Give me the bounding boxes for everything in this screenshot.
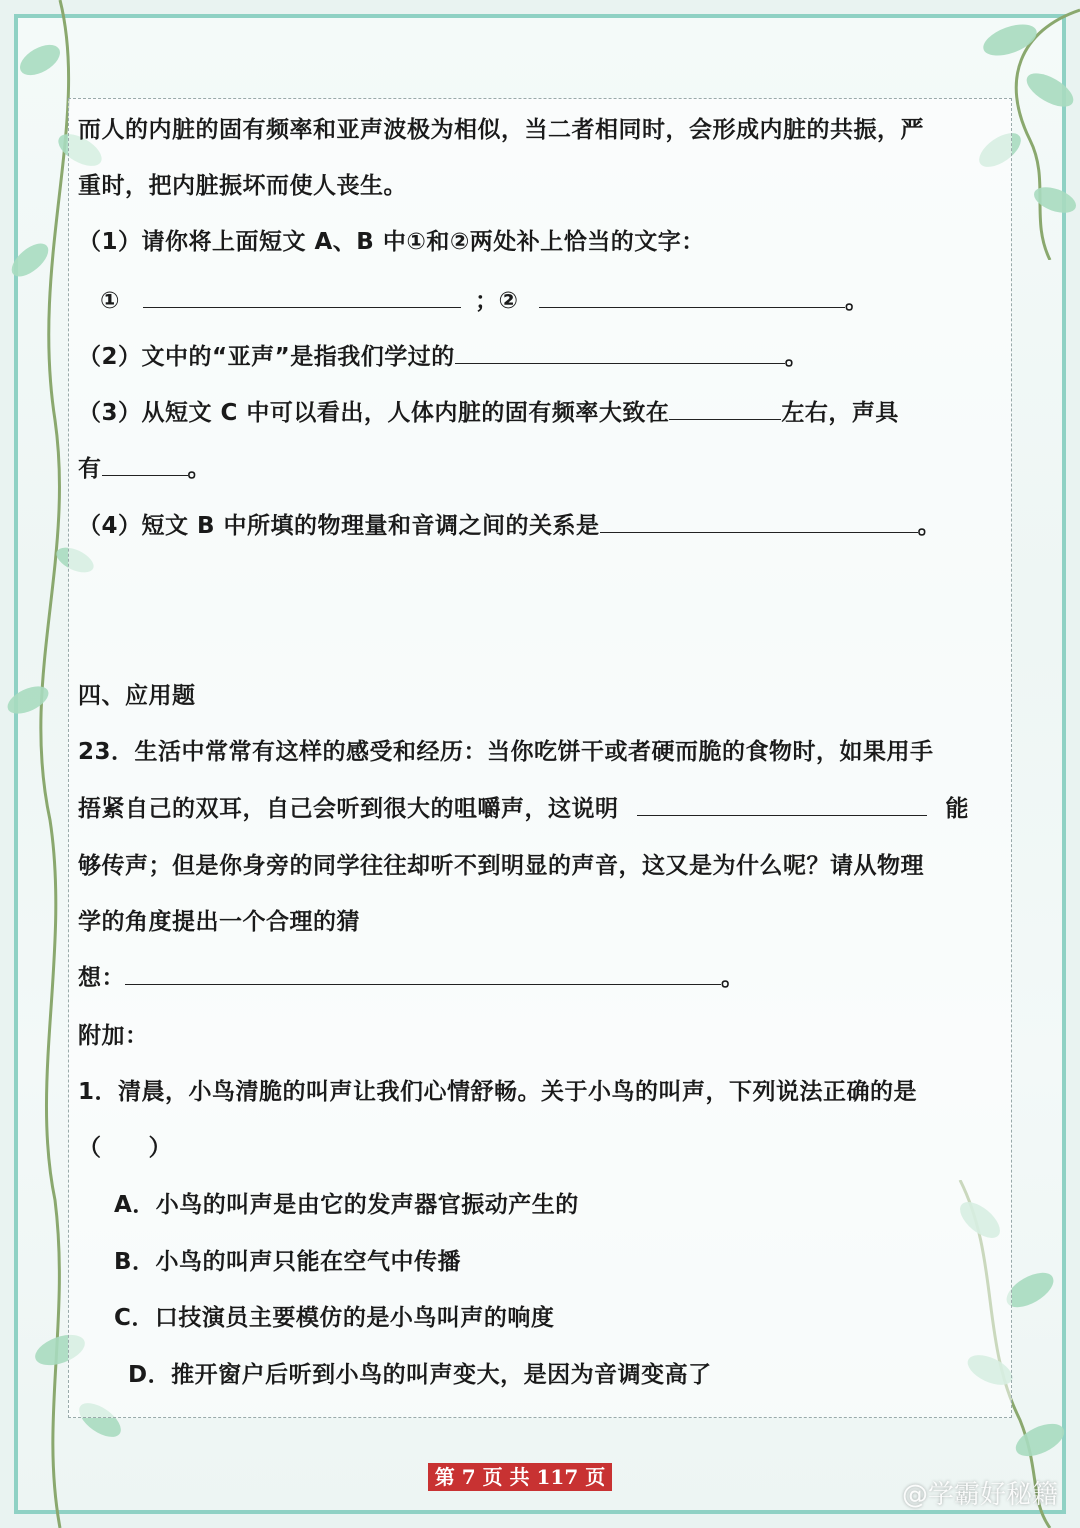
separator-label: ；②	[475, 288, 519, 314]
option-d[interactable]: D．推开窗户后听到小鸟的叫声变大，是因为音调变高了	[128, 1362, 712, 1388]
answer-blank[interactable]	[637, 793, 927, 816]
watermark: @学霸好秘籍	[901, 1480, 1058, 1510]
problem-23-line: 学的角度提出一个合理的猜	[78, 909, 360, 935]
problem-23-text-end: 能	[945, 796, 970, 822]
question-2	[78, 341, 808, 373]
answer-blank[interactable]	[539, 285, 845, 308]
period: 。	[187, 456, 211, 482]
extra-heading: 附加：	[78, 1023, 149, 1049]
option-a[interactable]: A．小鸟的叫声是由它的发声器官振动产生的	[114, 1192, 579, 1218]
question-3-text-end: 有	[78, 456, 102, 482]
answer-blank[interactable]	[125, 962, 721, 985]
problem-23-line: 23．生活中常常有这样的感受和经历：当你吃饼干或者硬而脆的食物时，如果用手	[78, 739, 934, 765]
question-3	[78, 397, 899, 429]
problem-23-text: 想：	[78, 965, 125, 991]
page-number-badge: 第 7 页 共 117 页	[428, 1463, 612, 1491]
period: 。	[845, 288, 869, 314]
problem-23-line: 够传声；但是你身旁的同学往往却听不到明显的声音，这又是为什么呢？请从物理	[78, 853, 924, 879]
answer-paren: （ ）	[78, 1135, 172, 1161]
problem-23-line	[78, 793, 969, 825]
question-1-blanks	[100, 285, 869, 317]
question-4	[78, 510, 941, 542]
problem-23-text: 捂紧自己的双耳，自己会听到很大的咀嚼声，这说明	[78, 796, 619, 822]
extra-question-1: 1．清晨，小鸟清脆的叫声让我们心情舒畅。关于小鸟的叫声，下列说法正确的是	[78, 1079, 918, 1105]
question-2-text: （2）文中的“亚声”是指我们学过的	[78, 344, 455, 370]
question-4-text: （4）短文 B 中所填的物理量和音调之间的关系是	[78, 513, 600, 539]
problem-23-line	[78, 962, 745, 994]
question-1: （1）请你将上面短文 A、B 中①和②两处补上恰当的文字：	[78, 229, 705, 255]
option-c[interactable]: C．口技演员主要模仿的是小鸟叫声的响度	[114, 1305, 555, 1331]
answer-blank[interactable]	[455, 341, 785, 364]
question-3-text: （3）从短文 C 中可以看出，人体内脏的固有频率大致在	[78, 400, 670, 426]
answer-blank[interactable]	[669, 397, 781, 420]
paragraph-line: 而人的内脏的固有频率和亚声波极为相似，当二者相同时，会形成内脏的共振，严	[78, 117, 924, 143]
option-b[interactable]: B．小鸟的叫声只能在空气中传播	[114, 1249, 462, 1275]
answer-blank[interactable]	[600, 510, 918, 533]
question-3-line2	[78, 453, 211, 485]
period: 。	[721, 965, 745, 991]
answer-blank[interactable]	[143, 285, 461, 308]
question-3-text-cont: 左右，声具	[781, 400, 899, 426]
paragraph-line: 重时，把内脏振坏而使人丧生。	[78, 173, 407, 199]
circle-1-label: ①	[100, 288, 120, 314]
period: 。	[784, 344, 809, 370]
period: 。	[917, 513, 942, 539]
answer-blank[interactable]	[102, 453, 188, 476]
section-heading: 四、应用题	[78, 683, 196, 709]
